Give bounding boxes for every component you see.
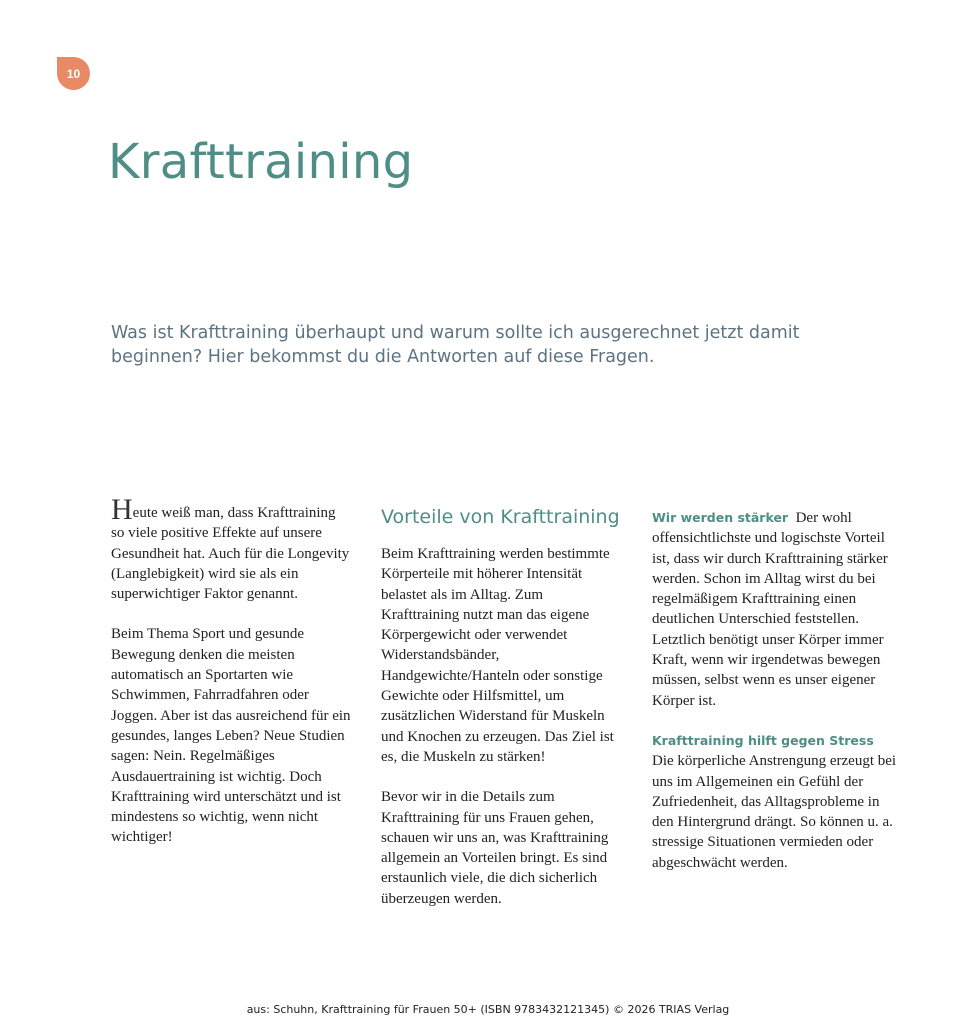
column-3 [652,508,897,873]
page-title: Krafttraining [108,134,414,190]
col3-paragraph-1-text: Der wohl offensichtlichste und logischste Vorteil ist, dass wir durch Krafttraining stärker werden. Schon im Alltag wirst du bei regelmäßigem Krafttraining einen deutlichen Unterschied feststellen. Letztlich benötigt unser Körper immer Kraft, wenn wir irgendetwas bewegen müssen, selbst wenn es unser eigener Körper ist. [652,510,888,709]
col1-paragraph-2: Beim Thema Sport und gesunde Bewegung denken die meisten automatisch an Sportarten wie Schwimmen, Fahrradfahren oder Joggen. Aber ist das ausreichend für ein gesundes, langes Leben? Neue Studien sagen: Nein. Regelmäßiges Ausdauertraining ist wichtig. Doch Krafttraining wird unterschätzt und ist mindestens so wichtig, wenn nicht wichtiger! [111,626,351,846]
runin-heading-2: Krafttraining hilft gegen Stress [652,732,874,748]
col3-paragraph-2-text: Die körperliche Anstrengung erzeugt bei uns im Allgemeinen ein Gefühl der Zufriedenheit, das Alltagsprobleme in den Hintergrund drängt. So können u. a. stressige Situationen vermieden oder abgeschwächt werden. [652,753,897,871]
col3-paragraph-1 [652,508,897,711]
col1-paragraph-1 [111,493,351,604]
col2-paragraph-1: Beim Krafttraining werden bestimmte Körperteile mit höherer Intensität belastet als im Alltag. Zum Krafttraining nutzt man das eigene Körpergewicht oder verwendet Widerstandsbänder, Handgewichte/Hanteln oder sonstige Gewichte oder Hilfsmittel, um zusätzlichen Widerstand für Muskeln und Knochen zu erzeugen. Das Ziel ist es, die Muskeln zu stärken! [381,546,614,765]
col1-paragraph-1-text: eute weiß man, dass Krafttraining so viele positive Effekte auf unsere Gesundheit hat. Auch für die Longevity (Langlebigkeit) wird sie als ein superwichtiger Faktor genannt. [111,505,350,603]
column-2 [381,500,621,909]
intro-text: Was ist Krafttraining überhaupt und warum sollte ich ausgerechnet jetzt damit beginnen? Hier bekommst du die Antworten auf diese Fragen. [111,323,800,367]
source-footer: aus: Schuhn, Krafttraining für Frauen 50+ (ISBN 9783432121345) © 2026 TRIAS Verlag [246,1003,730,1016]
dropcap: H [111,493,133,526]
page-number-badge: 10 [57,57,90,90]
column-1 [111,493,351,848]
runin-heading-1: Wir werden stärker [652,510,789,525]
col2-paragraph-2: Bevor wir in die Details zum Krafttraining für uns Frauen gehen, schauen wir uns an, was Krafttraining allgemein an Vorteilen bringt. Es sind erstaunlich viele, die dich sicherlich überzeugen werden. [381,789,609,907]
section-heading: Vorteile von Krafttraining [381,506,620,528]
col3-paragraph-2 [652,731,897,873]
